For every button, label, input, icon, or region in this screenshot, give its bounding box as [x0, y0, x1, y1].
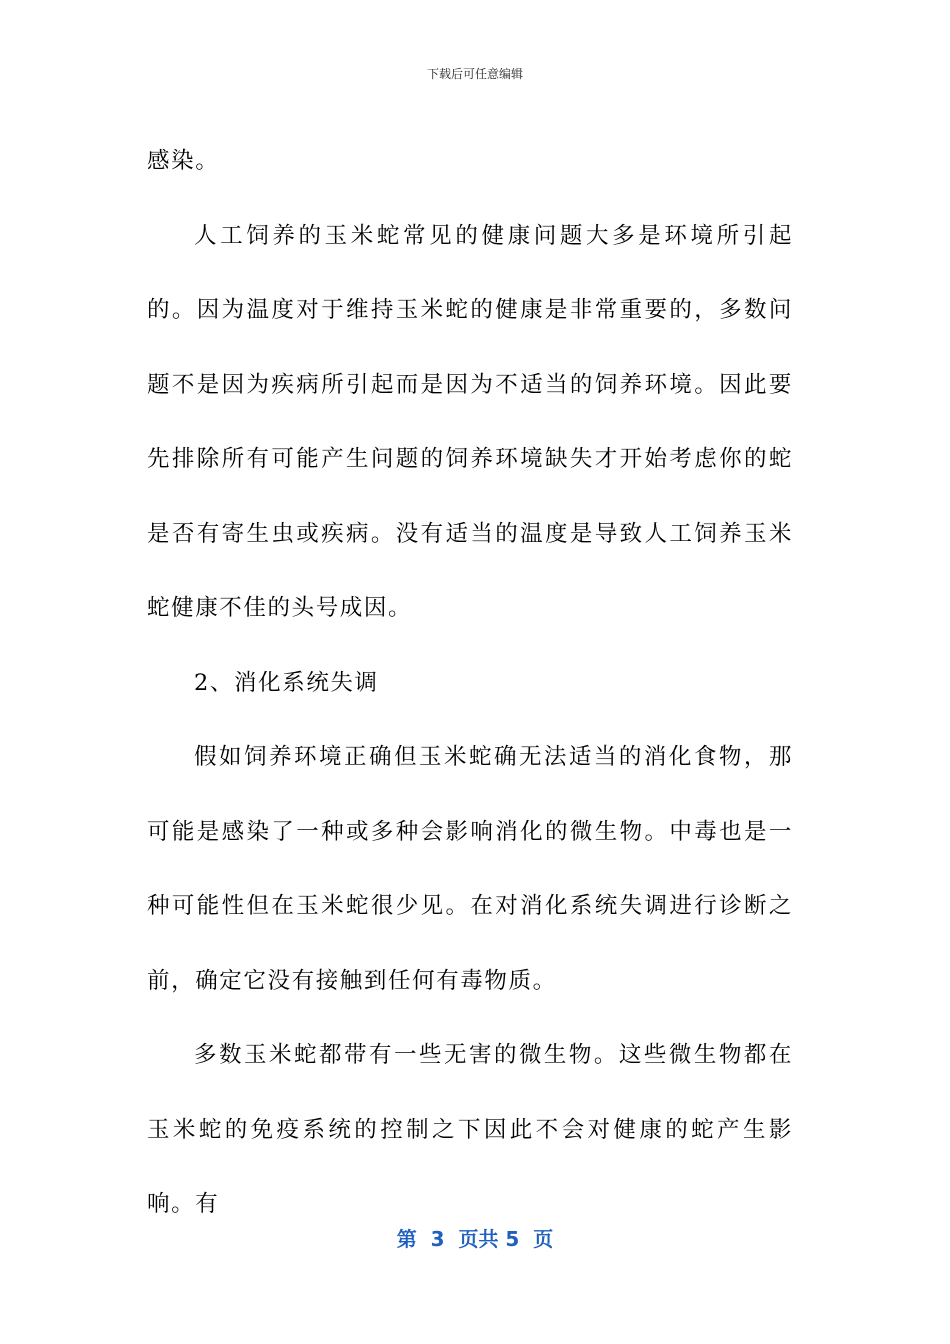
page-header: 下载后可任意编辑 — [426, 67, 523, 81]
document-body — [147, 124, 793, 1242]
paragraph-digestion: 假如饲养环境正确但玉米蛇确无法适当的消化食物，那可能是感染了一种或多种会影响消化的微生物。中毒也是一种可能性但在玉米蛇很少见。在对消化系统失调进行诊断之前，确定它没有接触到任何有毒物质。 — [147, 744, 793, 994]
paragraph-microbes: 多数玉米蛇都带有一些无害的微生物。这些微生物都在玉米蛇的免疫系统的控制之下因此不会对健康的蛇产生影响。有 — [147, 1042, 793, 1217]
paragraph-environment: 人工饲养的玉米蛇常见的健康问题大多是环境所引起的。因为温度对于维持玉米蛇的健康是非常重要的，多数问题不是因为疾病所引起而是因为不适当的饲养环境。因此要先排除所有可能产生问题的饲养环境缺失才开始考虑你的蛇是否有寄生虫或疾病。没有适当的温度是导致人工饲养玉米蛇健康不佳的头号成因。 — [147, 222, 793, 621]
paragraph-continuation: 感染。 — [147, 148, 220, 174]
page-footer-page-number: 第 3 页共 5 页 — [396, 1227, 554, 1251]
section-heading-digestive: 2、消化系统失调 — [194, 669, 379, 696]
